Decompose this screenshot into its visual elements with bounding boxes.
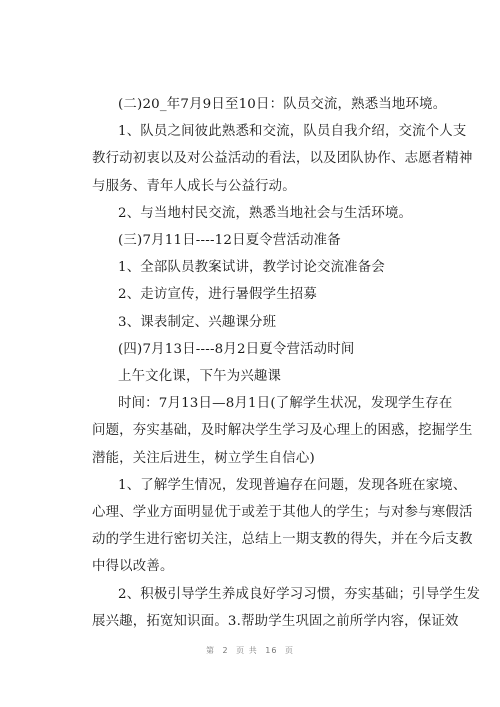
paragraph xyxy=(92,390,473,472)
text-line: (三)7月11日----12日夏令营活动准备 xyxy=(118,233,341,249)
total-pages: 16 xyxy=(265,646,278,655)
paragraph xyxy=(92,200,414,227)
paragraph xyxy=(92,309,414,336)
text-line: 中得以改善。 xyxy=(92,559,174,575)
text-line: 上午文化课，下午为兴趣课 xyxy=(118,369,282,385)
text-line: 2、走访宣传，进行暑假学生招募 xyxy=(118,287,317,303)
text-line: 时间：7月13日—8月1日(了解学生状况，发现学生存在 xyxy=(118,396,453,412)
text-line: 1、队员之间彼此熟悉和交流，队员自我介绍，交流个人支 xyxy=(118,124,467,140)
paragraph xyxy=(92,336,414,363)
text-line: 潜能，关注后进生，树立学生自信心) xyxy=(92,450,315,466)
paragraph xyxy=(92,472,473,581)
current-page-number: 2 xyxy=(222,646,229,655)
text-line: 心理、学业方面明显优于或差于其他人的学生；与对参与寒假活 xyxy=(92,505,473,521)
paragraph xyxy=(92,581,481,635)
paragraph xyxy=(92,281,414,308)
footer-prefix: 第 xyxy=(205,646,215,655)
text-line: 3、课表制定、兴趣课分班 xyxy=(118,314,277,330)
text-line: 2、与当地村民交流，熟悉当地社会与生活环境。 xyxy=(118,205,413,221)
document-body xyxy=(92,91,481,635)
paragraph xyxy=(92,227,414,254)
paragraph xyxy=(92,363,414,390)
paragraph xyxy=(92,254,414,281)
text-line: 问题，夯实基础，及时解决学生学习及心理上的困惑，挖掘学生 xyxy=(92,423,473,439)
footer-suffix: 页 xyxy=(285,646,294,655)
text-line: 与服务、青年人成长与公益行动。 xyxy=(92,178,296,194)
text-line: (二)20_年7月9日至10日：队员交流，熟悉当地环境。 xyxy=(118,97,447,112)
text-line: 1、全部队员教案试讲，教学讨论交流准备会 xyxy=(118,260,385,276)
footer-middle: 页 共 xyxy=(236,646,258,655)
text-line: 2、积极引导学生养成良好学习习惯，夯实基础；引导学生发 xyxy=(118,586,481,602)
text-line: 教行动初衷以及对公益活动的看法，以及团队协作、志愿者精神 xyxy=(92,151,473,167)
text-line: 动的学生进行密切关注，总结上一期支教的得失，并在今后支教 xyxy=(92,532,473,548)
text-line: 1、了解学生情况，发现普遍存在问题，发现各班在家境、 xyxy=(118,477,467,493)
text-line: (四)7月13日----8月2日夏令营活动时间 xyxy=(118,341,355,357)
paragraph xyxy=(92,91,447,118)
page-footer xyxy=(0,645,500,656)
paragraph xyxy=(92,118,473,200)
text-line: 展兴趣，拓宽知识面。3.帮助学生巩固之前所学内容，保证效 xyxy=(92,613,459,629)
